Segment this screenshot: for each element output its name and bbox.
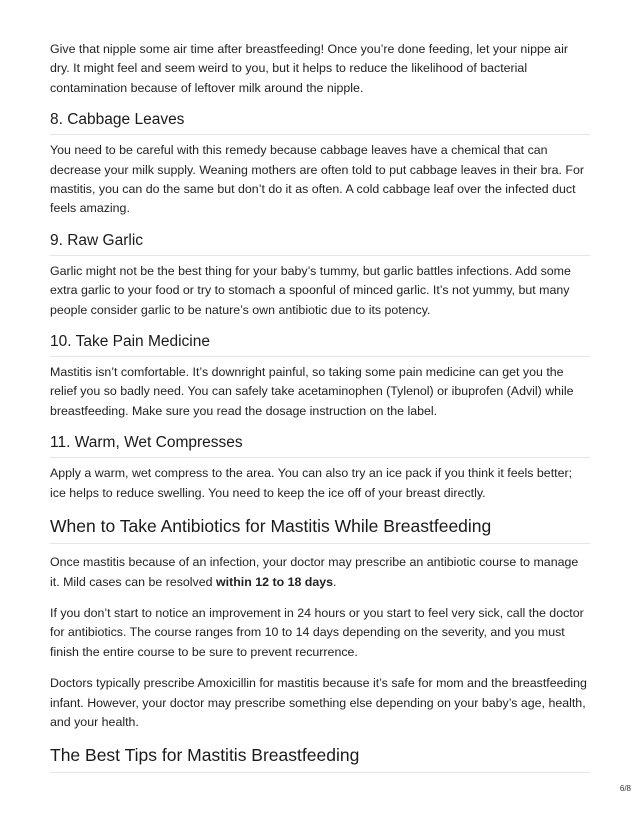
section-raw-garlic bbox=[50, 231, 590, 320]
section-paragraph: Apply a warm, wet compress to the area. You can also try an ice pack if you think it feels better; ice helps to reduce swelling. You need to keep the ice off of your breast directly. bbox=[50, 466, 573, 500]
section-heading: 9. Raw Garlic bbox=[50, 231, 590, 256]
page-number: 6/8 bbox=[619, 784, 631, 793]
section-antibiotics bbox=[50, 515, 590, 732]
text-run: Once mastitis because of an infection, your doctor may prescribe an antibiotic course to manage it. Mild cases can be resolved bbox=[50, 555, 579, 589]
section-tips bbox=[50, 744, 590, 773]
section-heading: 11. Warm, Wet Compresses bbox=[50, 433, 590, 458]
text-run: . bbox=[333, 574, 337, 589]
section-paragraph: You need to be careful with this remedy because cabbage leaves have a chemical that can decrease your milk supply. Weaning mothers are often told to put cabbage leaves in their bra. For mastitis, you can do the same but don’t do it as often. A cold cabbage leaf over the infected duct feels amazing. bbox=[50, 143, 585, 216]
antibiotics-paragraph-3: Doctors typically prescribe Amoxicillin for mastitis because it’s safe for mom and the breastfeeding infant. However, your doctor may prescribe something else depending on your baby’s age, health, and your health. bbox=[50, 676, 587, 729]
section-paragraph: Garlic might not be the best thing for your baby’s tummy, but garlic battles infections. Add some extra garlic to your food or try to stomach a spoonful of minced garlic. It’s not yummy, but many people consider garlic to be nature’s own antibiotic due to its potency. bbox=[50, 263, 571, 317]
section-warm-compresses bbox=[50, 433, 590, 503]
section-paragraph: Mastitis isn’t comfortable. It’s downright painful, so taking some pain medicine can get you the relief you so badly need. You can safely take acetaminophen (Tylenol) or ibuprofen (Advil) while breastfeeding. Make sure you read the dosage instruction on the label. bbox=[50, 365, 574, 418]
section-heading-large: The Best Tips for Mastitis Breastfeeding bbox=[50, 744, 590, 773]
antibiotics-paragraph-2: If you don’t start to notice an improvement in 24 hours or you start to feel very sick, call the doctor for antibiotics. The course ranges from 10 to 14 days depending on the severity, and you must finish the entire course to be sure to prevent recurrence. bbox=[50, 605, 584, 659]
document-page bbox=[50, 40, 590, 782]
section-cabbage-leaves bbox=[50, 110, 590, 219]
section-pain-medicine bbox=[50, 332, 590, 421]
section-heading: 10. Take Pain Medicine bbox=[50, 332, 590, 357]
section-heading-large: When to Take Antibiotics for Mastitis While Breastfeeding bbox=[50, 515, 590, 544]
section-heading: 8. Cabbage Leaves bbox=[50, 110, 590, 135]
antibiotics-paragraph-1 bbox=[50, 553, 590, 592]
intro-paragraph: Give that nipple some air time after breastfeeding! Once you’re done feeding, let your nippe air dry. It might feel and seem weird to you, but it helps to reduce the likelihood of bacterial contamination because of leftover milk around the nipple. bbox=[50, 42, 568, 95]
emphasis-text: within 12 to 18 days bbox=[215, 574, 334, 589]
